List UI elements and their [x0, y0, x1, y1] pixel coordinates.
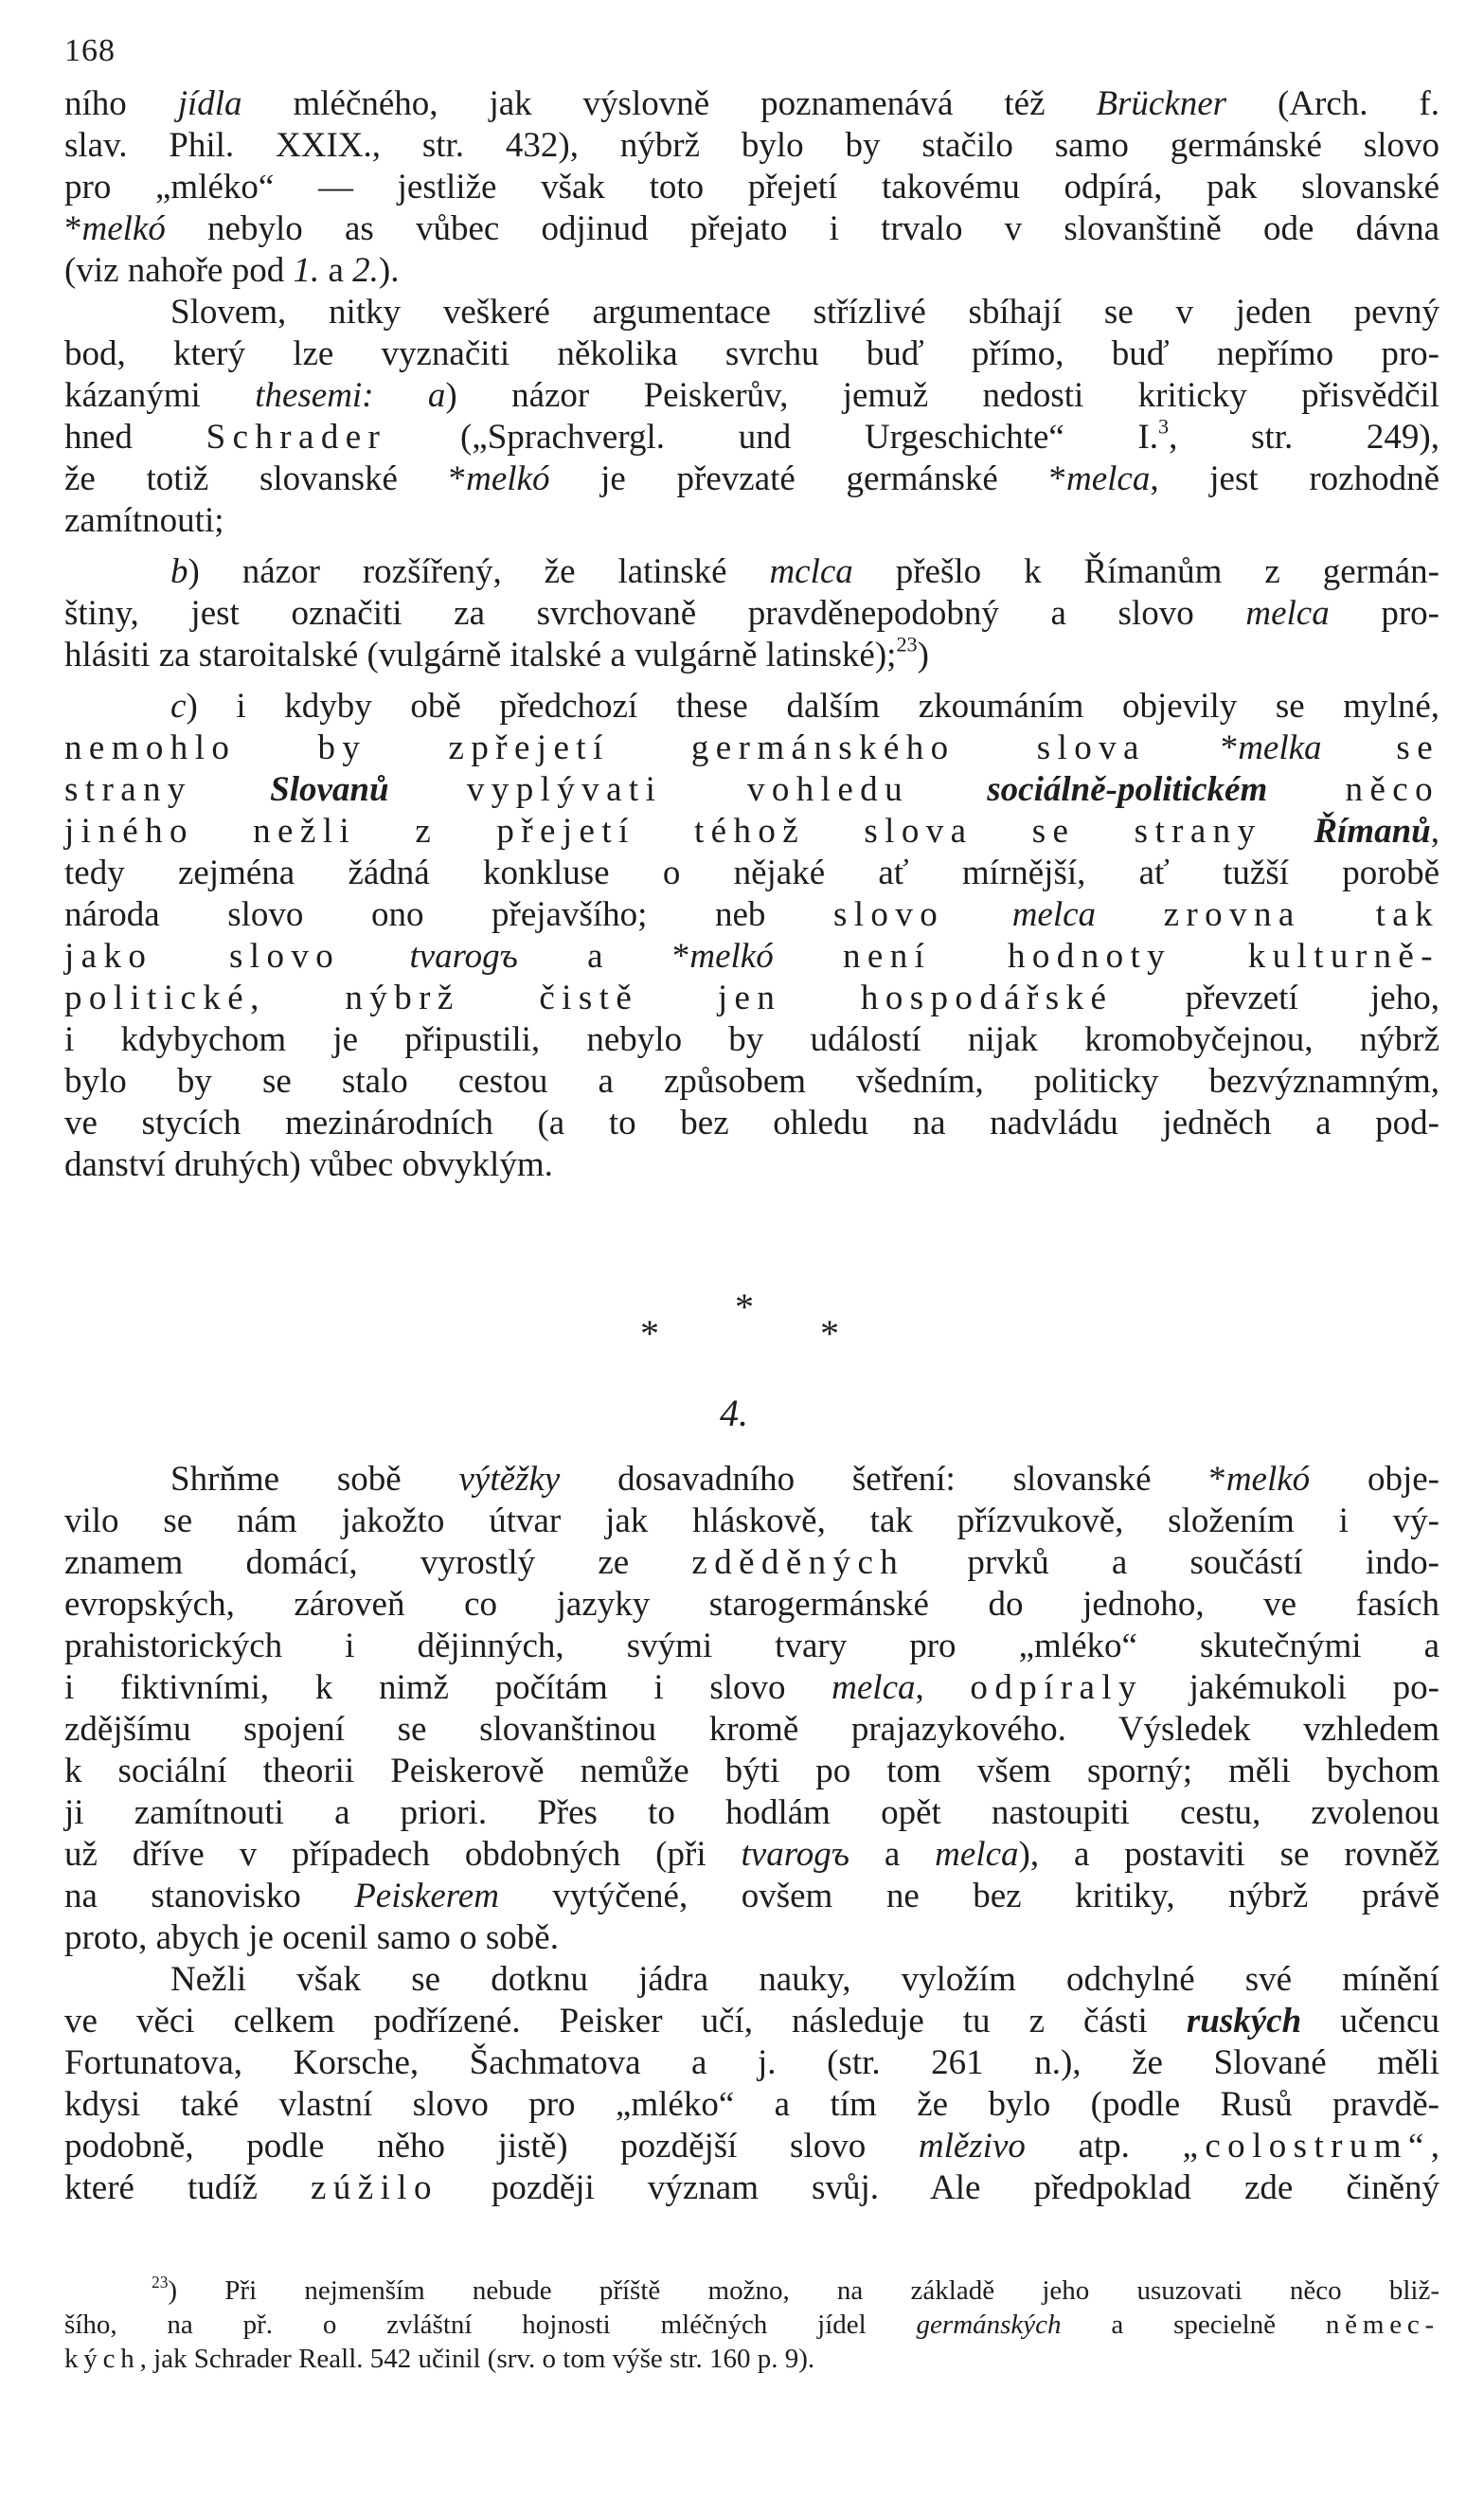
page-number: 168	[64, 33, 116, 68]
text-line: proto, abych je ocenil samo o sobě.	[64, 1918, 559, 1957]
star: *	[820, 1312, 839, 1355]
text-line: nemohlo by zpřejetí germánského slova *melka se	[64, 728, 1440, 767]
footnote-line: kých, jak Schrader Reall. 542 učinil (srv. o tom výše str. 160 p. 9).	[64, 2344, 815, 2374]
text-line: národa slovo ono přejavšího; neb slovo melca zrovna tak	[64, 895, 1440, 934]
text-line: bod, který lze vyznačiti několika svrchu buď přímo, buď nepřímo pro-	[64, 334, 1439, 373]
text-line: kdysi také vlastní slovo pro „mléko“ a tím že bylo (podle Rusů pravdě-	[64, 2085, 1439, 2124]
footnote-line: $^{23}$) Při nejmenším nebude příště možno, na základě jeho usuzovati něco bliž-	[152, 2272, 1439, 2306]
text-line: že totiž slovanské *melkó je převzaté germánské *melca, jest rozhodně	[64, 459, 1439, 498]
star: *	[640, 1312, 659, 1355]
text-line: k sociální theorii Peiskerově nemůže býti po tom všem sporný; měli bychom	[64, 1752, 1439, 1790]
text-line: kázanými thesemi: a) názor Peiskerův, jemuž nedosti kriticky přisvědčil	[64, 376, 1440, 415]
text-line: slav. Phil. XXIX., str. 432), nýbrž bylo by stačilo samo germánské slovo	[64, 126, 1439, 165]
text-line: jiného nežli z přejetí téhož slova se strany Římanů,	[64, 812, 1439, 851]
text-line: *melkó nebylo as vůbec odjinud přejato i trvalo v slovanštině ode dávna	[64, 209, 1439, 248]
text-line: strany Slovanů vyplývati vohledu sociálně-politickém něco	[64, 770, 1439, 809]
text-line: znamem domácí, vyrostlý ze zděděných prvků a součástí indo-	[64, 1543, 1440, 1582]
text-line: evropských, zároveň co jazyky starogermánské do jednoho, ve fasích	[64, 1585, 1439, 1624]
text-line: hlásiti za staroitalské (vulgárně italské a vulgárně latinské);$^{23}$)	[64, 632, 929, 674]
text-line: ního jídla mléčného, jak výslovně poznamenává též Brückner (Arch. f.	[64, 84, 1440, 123]
text-line: štiny, jest označiti za svrchovaně pravděnepodobný a slovo melca pro-	[64, 594, 1439, 633]
text-line: zamítnouti;	[64, 501, 224, 540]
text-line: hned Schrader („Sprachvergl. und Urgeschichte“ I.$^3$, str. 249),	[64, 414, 1439, 457]
text-line: bylo by se stalo cestou a způsobem všedním, politicky bezvýznamným,	[64, 1062, 1439, 1101]
text-line: b) názor rozšířený, že latinské mclca přešlo k Římanům z germán-	[170, 552, 1439, 591]
text-line: podobně, podle něho jistě) pozdější slovo mlězivo atp. „colostrum“,	[64, 2127, 1440, 2166]
text-line: pro „mléko“ — jestliže však toto přejetí takovému odpírá, pak slovanské	[64, 168, 1439, 207]
text-line: c) i kdyby obě předchozí these dalším zkoumáním objevily se mylné,	[170, 687, 1439, 726]
star: *	[735, 1285, 754, 1328]
text-line: na stanovisko Peiskerem vytýčené, ovšem ne bez kritiky, nýbrž právě	[64, 1877, 1439, 1915]
text-line: tedy zejména žádná konkluse o nějaké ať mírnější, ať tužší porobě	[64, 854, 1439, 892]
text-line: ve stycích mezinárodních (a to bez ohledu na nadvládu jedněch a pod-	[64, 1104, 1439, 1142]
text-line: politické, nýbrž čistě jen hospodářské převzetí jeho,	[64, 979, 1439, 1017]
text-line: i kdybychom je připustili, nebylo by událostí nijak kromobyčejnou, nýbrž	[64, 1020, 1439, 1059]
text-line: už dříve v případech obdobných (při tvarogъ a melca), a postaviti se rovněž	[64, 1835, 1439, 1874]
text-line: Shrňme sobě výtěžky dosavadního šetření: slovanské *melkó obje-	[170, 1460, 1439, 1499]
text-line: ji zamítnouti a priori. Přes to hodlám opět nastoupiti cestu, zvolenou	[64, 1793, 1439, 1832]
text-line: vilo se nám jakožto útvar jak hláskově, tak přízvukově, složením i vý-	[64, 1501, 1439, 1540]
text-line: danství druhých) vůbec obvyklým.	[64, 1145, 553, 1184]
text-line: ve věci celkem podřízené. Peisker učí, následuje tu z části ruských učencu	[64, 2002, 1439, 2041]
text-line: Slovem, nitky veškeré argumentace střízlivé sbíhají se v jeden pevný	[170, 293, 1439, 332]
text-line: i fiktivními, k nimž počítám i slovo melca, odpíraly jakémukoli po-	[64, 1668, 1440, 1707]
section-number: 4.	[720, 1392, 748, 1434]
text-line: Fortunatova, Korsche, Šachmatova a j. (str. 261 n.), že Slované měli	[64, 2043, 1439, 2082]
text-line: které tudíž zúžilo později význam svůj. Ale předpoklad zde činěný	[64, 2168, 1439, 2207]
text-line: zdějšímu spojení se slovanštinou kromě prajazykového. Výsledek vzhledem	[64, 1710, 1439, 1749]
text-line: jako slovo tvarogъ a *melkó není hodnoty kulturně-	[64, 937, 1439, 976]
text-line: (viz nahoře pod 1. a 2.).	[64, 251, 400, 290]
text-line: Nežli však se dotknu jádra nauky, vyložím odchylné své mínění	[170, 1960, 1439, 1999]
footnote-line: šího, na př. o zvláštní hojnosti mléčných jídel germánských a specielně němec-	[64, 2310, 1439, 2340]
text-line: prahistorických i dějinných, svými tvary pro „mléko“ skutečnými a	[64, 1627, 1439, 1665]
